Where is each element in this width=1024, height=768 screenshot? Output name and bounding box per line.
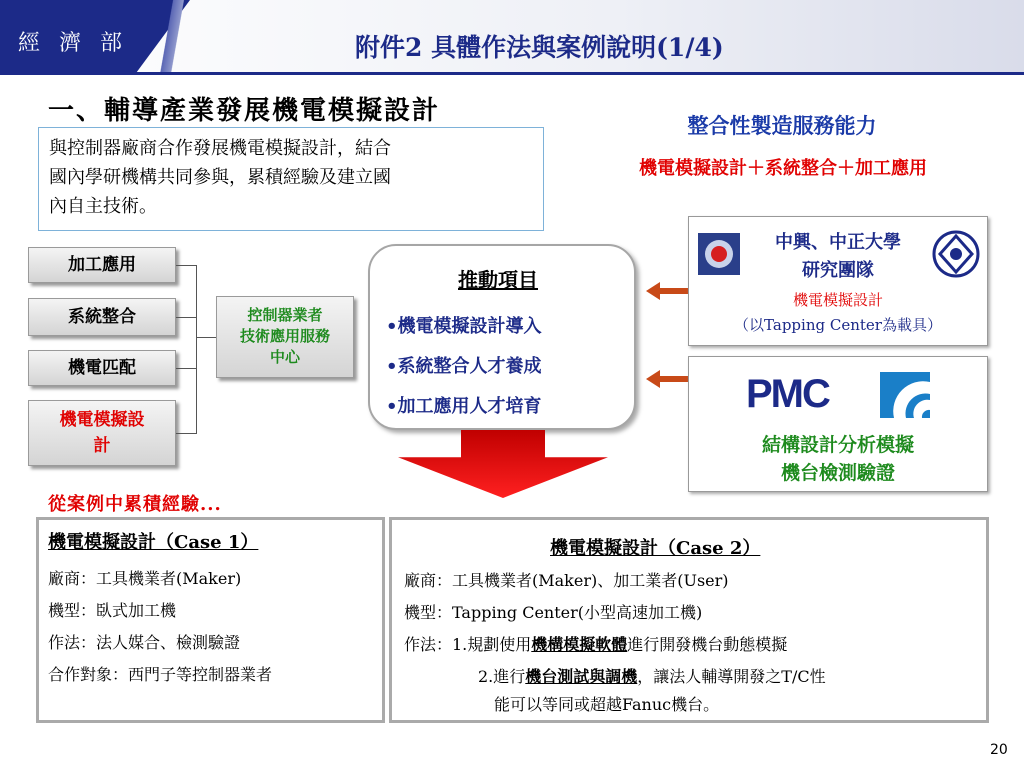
promotion-item: •系統整合人才養成: [386, 356, 542, 377]
partner1-title: 研究團隊: [802, 260, 874, 281]
section-title: 一、輔導產業發展機電模擬設計: [48, 96, 441, 126]
left-arrow-icon: [646, 282, 688, 300]
down-arrow-icon: [398, 430, 608, 498]
item-electromechanical-simulation: [28, 400, 176, 466]
case1-line: 合作對象：西門子等控制器業者: [48, 665, 273, 684]
connector-line: [196, 265, 197, 434]
case2-text: 作法：1.規劃使用: [404, 635, 532, 654]
case2-line: [404, 632, 787, 655]
case1-title: 機電模擬設計（Case 1）: [48, 532, 259, 553]
center-line: 中心: [269, 348, 300, 366]
description-line: 國內學研機構共同參與，累積經驗及建立國: [49, 167, 391, 188]
item-machining-application: 加工應用: [28, 247, 176, 283]
header-divider: [0, 72, 1024, 75]
capability-title: 整合性製造服務能力: [687, 113, 877, 138]
description-line: 與控制器廠商合作發展機電模擬設計，結合: [49, 138, 391, 159]
case2-line: 能可以等同或超越Fanuc機台。: [494, 695, 720, 714]
page-number: 20: [990, 742, 1008, 758]
capability-formula: 機電模擬設計＋系統整合＋加工應用: [639, 158, 927, 179]
case1-line: 廠商：工具機業者(Maker): [48, 569, 242, 588]
description-box: [38, 127, 544, 231]
pmc-logo: PMC: [746, 372, 829, 416]
connector-line: [176, 317, 196, 318]
promotion-item: •加工應用人才培育: [386, 396, 542, 417]
promotion-item: •機電模擬設計導入: [386, 316, 542, 337]
case1-line: 作法：法人媒合、檢測驗證: [48, 633, 241, 652]
university-seal-icon: [932, 230, 980, 278]
item-line: 計: [93, 436, 111, 456]
item-line: 機電模擬設: [59, 410, 145, 430]
case2-text: ，讓法人輔導開發之T/C性: [637, 667, 826, 686]
partner1-subtitle: （以Tapping Center為載具）: [734, 316, 942, 334]
ministry-label: 經 濟 部: [18, 31, 128, 56]
left-arrow-icon: [646, 370, 688, 388]
connector-line: [176, 265, 196, 266]
header-accent-stripe: [140, 0, 200, 72]
case2-text: 進行開發機台動態模擬: [627, 635, 788, 654]
case2-line: [478, 664, 826, 687]
slide-title: 附件2 具體作法與案例說明(1/4): [355, 33, 724, 62]
partner1-title: 中興、中正大學: [775, 232, 901, 253]
connector-line: [196, 337, 216, 338]
case1-line: 機型：臥式加工機: [48, 601, 177, 620]
case2-emphasis: 機構模擬軟體: [531, 635, 628, 654]
partner2-line: 機台檢測驗證: [780, 462, 895, 484]
university-logo-icon: [697, 232, 741, 276]
case2-emphasis: 機台測試與調機: [525, 667, 638, 686]
center-line: 控制器業者: [247, 306, 323, 324]
case-intro: 從案例中累積經驗...: [48, 494, 222, 515]
item-electromechanical-matching: 機電匹配: [28, 350, 176, 386]
item-system-integration: 系統整合: [28, 298, 176, 336]
connector-line: [176, 368, 196, 369]
case2-line: 機型：Tapping Center(小型高速加工機): [404, 603, 703, 622]
description-line: 內自主技術。: [49, 196, 157, 217]
case2-text: 2.進行: [478, 667, 526, 686]
case2-line: 廠商：工具機業者(Maker)、加工業者(User): [404, 571, 729, 590]
partner1-subtitle: 機電模擬設計: [792, 291, 883, 309]
promotion-title: 推動項目: [458, 268, 538, 292]
center-line: 技術應用服務: [239, 327, 330, 345]
institute-logo-icon: [880, 372, 930, 418]
connector-line: [176, 433, 196, 434]
controller-service-center: [216, 296, 354, 378]
partner2-line: 結構設計分析模擬: [761, 434, 914, 456]
case2-title: 機電模擬設計（Case 2）: [550, 538, 761, 559]
